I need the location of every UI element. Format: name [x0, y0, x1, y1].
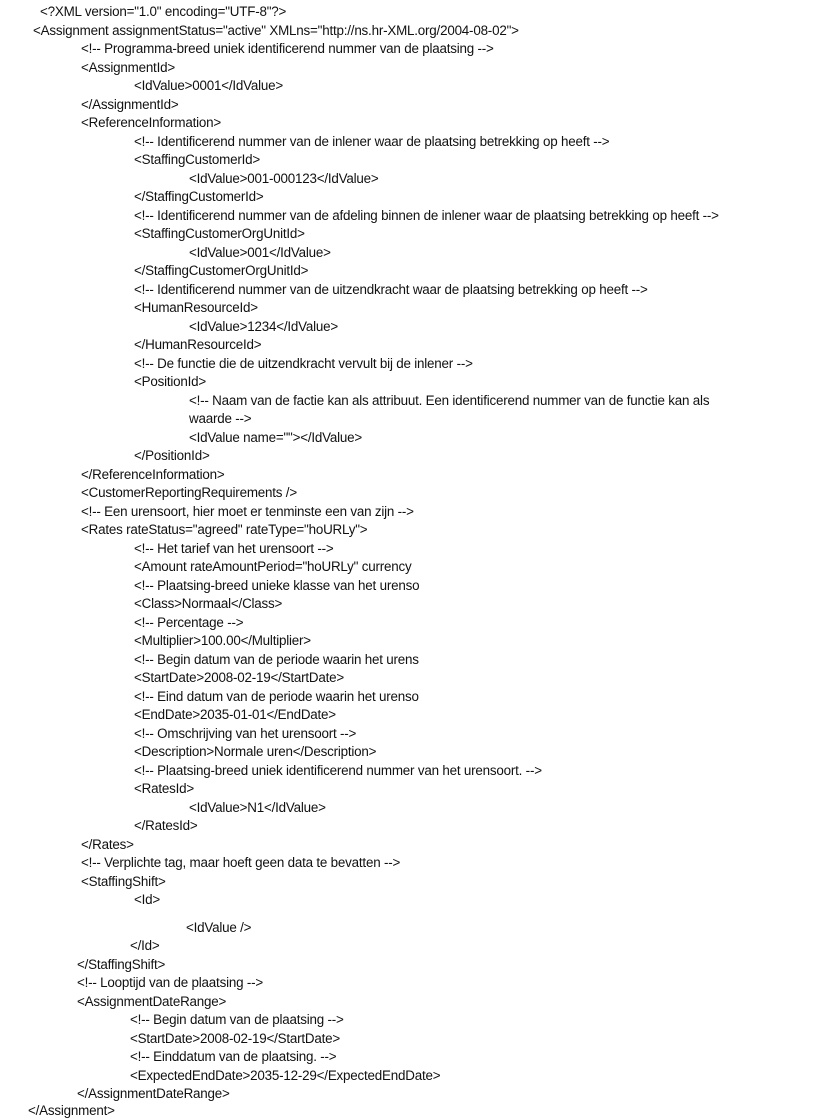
xml-line: </Rates>: [81, 837, 134, 852]
xml-line: <AssignmentId>: [81, 60, 175, 75]
xml-line: <Multiplier>100.00</Multiplier>: [134, 633, 311, 648]
xml-line: <StaffingShift>: [81, 874, 166, 889]
xml-line: </StaffingCustomerId>: [134, 189, 264, 204]
xml-comment: <!-- Percentage -->: [134, 615, 244, 630]
xml-comment: waarde -->: [189, 411, 252, 426]
xml-line: <Class>Normaal</Class>: [134, 596, 283, 611]
xml-comment: <!-- Eind datum van de periode waarin het urenso: [134, 689, 419, 704]
xml-comment: <!-- Einddatum van de plaatsing. -->: [130, 1049, 337, 1064]
xml-line: </AssignmentId>: [81, 97, 179, 112]
xml-line: </ReferenceInformation>: [81, 467, 225, 482]
xml-comment: <!-- Identificerend nummer van de afdeling binnen de inlener waar de plaatsing betrekking op heeft -->: [134, 208, 719, 223]
xml-line: <IdValue>0001</IdValue>: [134, 78, 284, 93]
xml-line: <Rates rateStatus="agreed" rateType="hoURLy">: [81, 522, 368, 537]
xml-line: <StaffingCustomerOrgUnitId>: [134, 226, 305, 241]
xml-line: </RatesId>: [134, 818, 198, 833]
xml-line: <HumanResourceId>: [134, 300, 258, 315]
xml-comment: <!-- Plaatsing-breed unieke klasse van het urenso: [134, 578, 420, 593]
xml-comment: <!-- Het tarief van het urensoort -->: [134, 541, 334, 556]
xml-line: <Amount rateAmountPeriod="hoURLy" currency: [134, 559, 412, 574]
xml-comment: <!-- Programma-breed uniek identificerend nummer van de plaatsing -->: [81, 41, 494, 56]
xml-comment: <!-- Verplichte tag, maar hoeft geen data te bevatten -->: [81, 855, 401, 870]
xml-line: <StaffingCustomerId>: [134, 152, 261, 167]
xml-comment: <!-- Identificerend nummer van de inlener waar de plaatsing betrekking op heeft -->: [134, 134, 610, 149]
xml-line: <EndDate>2035-01-01</EndDate>: [134, 707, 336, 722]
xml-line: </StaffingCustomerOrgUnitId>: [134, 263, 309, 278]
xml-line: <ReferenceInformation>: [81, 115, 222, 130]
xml-line: <Assignment assignmentStatus="active" XMLns="http://ns.hr-XML.org/2004-08-02">: [33, 23, 519, 38]
xml-line: <StartDate>2008-02-19</StartDate>: [134, 670, 345, 685]
xml-line: <StartDate>2008-02-19</StartDate>: [130, 1031, 341, 1046]
xml-line: </StaffingShift>: [77, 957, 166, 972]
xml-comment: <!-- Looptijd van de plaatsing -->: [77, 975, 263, 990]
xml-comment: <!-- Identificerend nummer van de uitzendkracht waar de plaatsing betrekking op heeft -->: [134, 282, 648, 297]
xml-line: <ExpectedEndDate>2035-12-29</ExpectedEndDate>: [130, 1068, 441, 1083]
xml-line: </AssignmentDateRange>: [77, 1086, 230, 1101]
xml-line: <IdValue>N1</IdValue>: [189, 800, 326, 815]
xml-line: <IdValue>001-000123</IdValue>: [189, 171, 379, 186]
xml-line: <IdValue name=""></IdValue>: [189, 430, 362, 445]
xml-comment: <!-- De functie die de uitzendkracht vervult bij de inlener -->: [134, 356, 473, 371]
xml-line: <CustomerReportingRequirements />: [81, 485, 297, 500]
xml-comment: <!-- Begin datum van de periode waarin het urens: [134, 652, 419, 667]
xml-comment: <!-- Naam van de factie kan als attribuut. Een identificerend nummer van de functie kan als: [189, 393, 710, 408]
xml-comment: <!-- Een urensoort, hier moet er tenminste een van zijn -->: [81, 504, 414, 519]
xml-line: <Description>Normale uren</Description>: [134, 744, 377, 759]
xml-line: <IdValue>001</IdValue>: [189, 245, 331, 260]
xml-line: <PositionId>: [134, 374, 207, 389]
xml-line: </Id>: [130, 938, 160, 953]
xml-line: <IdValue>1234</IdValue>: [189, 319, 339, 334]
xml-line: </HumanResourceId>: [134, 337, 262, 352]
xml-line: <IdValue />: [186, 920, 252, 935]
xml-line: </Assignment>: [28, 1103, 115, 1118]
xml-comment: <!-- Begin datum van de plaatsing -->: [130, 1012, 344, 1027]
xml-declaration: <?XML version="1.0" encoding="UTF-8"?>: [40, 4, 287, 19]
xml-line: <RatesId>: [134, 781, 194, 796]
xml-line: </PositionId>: [134, 448, 210, 463]
xml-comment: <!-- Omschrijving van het urensoort -->: [134, 726, 357, 741]
xml-comment: <!-- Plaatsing-breed uniek identificerend nummer van het urensoort. -->: [134, 763, 542, 778]
xml-line: <AssignmentDateRange>: [77, 994, 227, 1009]
xml-line: <Id>: [134, 892, 161, 907]
